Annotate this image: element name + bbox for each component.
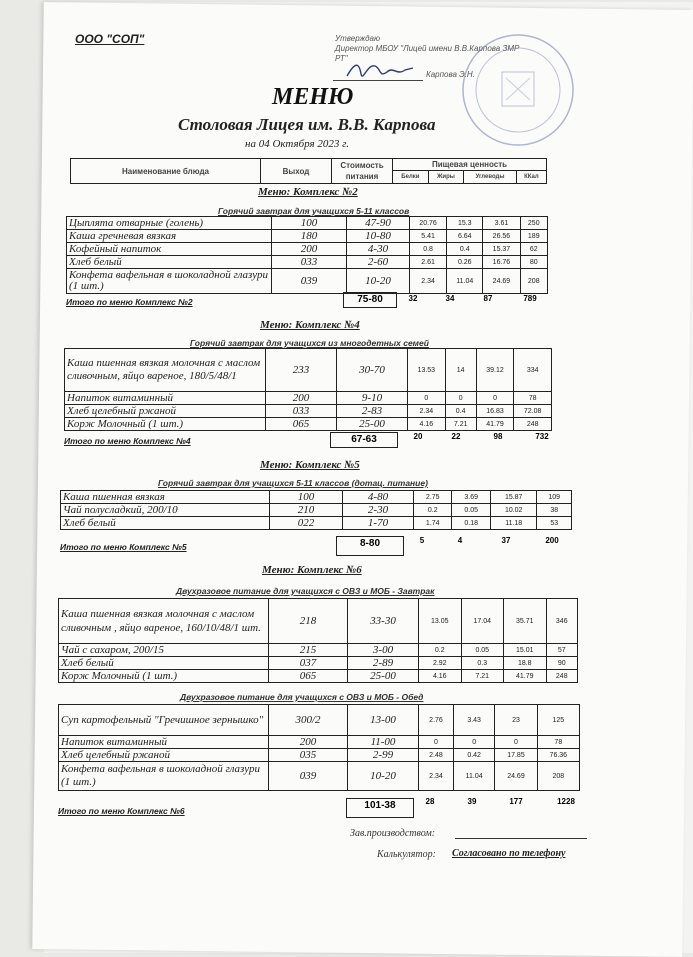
total-cost-k4: 67-63 bbox=[330, 432, 398, 448]
dish-protein: 2.75 bbox=[414, 491, 452, 504]
dish-name: Хлеб целебный ржаной bbox=[65, 405, 266, 418]
dish-carb: 23 bbox=[495, 705, 537, 736]
dish-name: Каша пшенная вязкая молочная с маслом сливочным , яйцо вареное, 160/10/48/1 шт. bbox=[59, 599, 269, 644]
table-row bbox=[61, 517, 572, 530]
section-title-k5: Меню: Комплекс №5 bbox=[260, 459, 360, 471]
dish-kcal: 334 bbox=[514, 349, 552, 392]
dish-cost: 30-70 bbox=[337, 349, 408, 392]
dish-protein: 0.2 bbox=[419, 644, 462, 657]
dish-fat: 0 bbox=[453, 736, 494, 749]
approval-line: РТ" bbox=[335, 54, 348, 63]
table-row bbox=[67, 230, 548, 243]
total-kcal-k4: 732 bbox=[535, 432, 549, 441]
dish-protein: 2.34 bbox=[410, 269, 447, 294]
col-cost-header: Стоимость питания bbox=[332, 159, 393, 184]
dish-kcal: 53 bbox=[537, 517, 572, 530]
table-row bbox=[61, 491, 572, 504]
dish-carb: 26.56 bbox=[483, 230, 520, 243]
dish-cost: 25-00 bbox=[348, 670, 419, 683]
dish-fat: 6.64 bbox=[447, 230, 483, 243]
dish-cost: 11-00 bbox=[348, 736, 419, 749]
dish-protein: 20.76 bbox=[410, 217, 447, 230]
dish-kcal: 57 bbox=[546, 644, 578, 657]
dish-kcal: 109 bbox=[537, 491, 572, 504]
menu-table-k5 bbox=[60, 490, 572, 530]
table-row bbox=[59, 644, 578, 657]
approval-line: Директор МБОУ "Лицей имени В.В.Карпова ЗМР bbox=[335, 44, 520, 53]
dish-cost: 13-00 bbox=[348, 705, 419, 736]
total-protein-k4: 20 bbox=[413, 432, 423, 441]
dish-carb: 17.85 bbox=[495, 749, 537, 762]
dish-out: 039 bbox=[272, 269, 347, 294]
total-protein-k2: 32 bbox=[408, 294, 418, 303]
dish-kcal: 80 bbox=[520, 256, 548, 269]
dish-cost: 4-80 bbox=[343, 491, 414, 504]
dish-name: Конфета вафельная в шоколадной глазури (1 шт.) bbox=[67, 269, 272, 294]
dish-protein: 0.2 bbox=[414, 504, 452, 517]
dish-out: 200 bbox=[266, 392, 337, 405]
table-row bbox=[59, 749, 580, 762]
table-row bbox=[59, 705, 580, 736]
dish-carb: 24.69 bbox=[495, 762, 537, 791]
col-fat-header: Жиры bbox=[428, 171, 463, 184]
dish-kcal: 90 bbox=[546, 657, 578, 670]
dish-name: Каша гречневая вязкая bbox=[67, 230, 272, 243]
column-header-table bbox=[70, 158, 547, 184]
total-fat-k6: 39 bbox=[467, 797, 477, 806]
col-protein-header: Белки bbox=[393, 171, 429, 184]
dish-protein: 4.16 bbox=[419, 670, 462, 683]
table-row bbox=[61, 504, 572, 517]
dish-protein: 2.76 bbox=[419, 705, 454, 736]
table-row bbox=[67, 217, 548, 230]
dish-carb: 39.12 bbox=[476, 349, 514, 392]
dish-out: 300/2 bbox=[269, 705, 348, 736]
dish-fat: 3.43 bbox=[453, 705, 494, 736]
dish-out: 200 bbox=[269, 736, 348, 749]
total-cost-k5: 8-80 bbox=[336, 536, 404, 556]
dish-kcal: 62 bbox=[520, 243, 548, 256]
dish-name: Чай полусладкий, 200/10 bbox=[61, 504, 270, 517]
dish-fat: 0.4 bbox=[445, 405, 476, 418]
col-out-header: Выход bbox=[261, 159, 332, 184]
total-carb-k6: 177 bbox=[509, 797, 523, 806]
dish-fat: 0.4 bbox=[447, 243, 483, 256]
total-carb-k4: 98 bbox=[493, 432, 503, 441]
section-subtitle-k6-breakfast: Двухразовое питание для учащихся с ОВЗ и МОБ - Завтрак bbox=[176, 586, 435, 596]
total-label-k4: Итого по меню Комплекс №4 bbox=[64, 436, 191, 446]
dish-name: Кофейный напиток bbox=[67, 243, 272, 256]
total-cost-k2: 75-80 bbox=[343, 292, 397, 308]
dish-kcal: 76.36 bbox=[537, 749, 579, 762]
dish-fat: 0.05 bbox=[452, 504, 490, 517]
dish-carb: 41.79 bbox=[504, 670, 547, 683]
dish-fat: 11.04 bbox=[453, 762, 494, 791]
table-row bbox=[67, 256, 548, 269]
dish-protein: 2.34 bbox=[419, 762, 454, 791]
table-row bbox=[65, 405, 552, 418]
col-carb-header: Углеводы bbox=[464, 171, 517, 184]
dish-protein: 2.61 bbox=[410, 256, 447, 269]
dish-cost: 10-80 bbox=[347, 230, 410, 243]
dish-cost: 10-20 bbox=[347, 269, 410, 294]
dish-protein: 4.16 bbox=[408, 418, 446, 431]
dish-out: 180 bbox=[272, 230, 347, 243]
dish-kcal: 72.08 bbox=[514, 405, 552, 418]
dish-protein: 5.41 bbox=[410, 230, 447, 243]
dish-fat: 0.18 bbox=[452, 517, 490, 530]
dish-fat: 0 bbox=[445, 392, 476, 405]
dish-name: Хлеб целебный ржаной bbox=[59, 749, 269, 762]
dish-carb: 16.76 bbox=[483, 256, 520, 269]
dish-cost: 3-00 bbox=[348, 644, 419, 657]
total-fat-k5: 4 bbox=[457, 536, 463, 545]
dish-out: 215 bbox=[269, 644, 348, 657]
menu-table-k4 bbox=[64, 348, 552, 431]
dish-cost: 47-90 bbox=[347, 217, 410, 230]
dish-name: Корж Молочный (1 шт.) bbox=[59, 670, 269, 683]
production-manager-label: Зав.производством: bbox=[350, 828, 436, 839]
signer-name: Карпова Э.Н. bbox=[426, 70, 475, 79]
section-subtitle-k2: Горячий завтрак для учащихся 5-11 классов bbox=[218, 206, 410, 216]
dish-fat: 0.42 bbox=[453, 749, 494, 762]
dish-name: Хлеб белый bbox=[59, 657, 269, 670]
dish-name: Напиток витаминный bbox=[59, 736, 269, 749]
dish-out: 100 bbox=[270, 491, 343, 504]
menu-table-k6-lunch bbox=[58, 704, 580, 791]
dish-protein: 1.74 bbox=[414, 517, 452, 530]
dish-cost: 2-83 bbox=[337, 405, 408, 418]
total-label-k5: Итого по меню Комплекс №5 bbox=[60, 542, 187, 552]
dish-carb: 41.79 bbox=[476, 418, 514, 431]
dish-fat: 14 bbox=[445, 349, 476, 392]
table-row bbox=[65, 392, 552, 405]
dish-carb: 3.61 bbox=[483, 217, 520, 230]
dish-cost: 25-00 bbox=[337, 418, 408, 431]
dish-out: 100 bbox=[272, 217, 347, 230]
col-nutrition-header: Пищевая ценность bbox=[393, 159, 547, 171]
menu-date: на 04 Октября 2023 г. bbox=[245, 138, 349, 150]
total-fat-k2: 34 bbox=[445, 294, 455, 303]
approval-line: Утверждаю bbox=[335, 34, 380, 43]
total-label-k6: Итого по меню Комплекс №6 bbox=[58, 806, 185, 816]
table-row bbox=[65, 349, 552, 392]
dish-cost: 33-30 bbox=[348, 599, 419, 644]
dish-name: Хлеб белый bbox=[61, 517, 270, 530]
table-row bbox=[67, 269, 548, 294]
dish-fat: 0.3 bbox=[461, 657, 504, 670]
official-stamp bbox=[458, 30, 578, 150]
section-title-k2: Меню: Комплекс №2 bbox=[258, 186, 358, 198]
dish-out: 039 bbox=[269, 762, 348, 791]
agreed-note: Согласовано по телефону bbox=[452, 848, 566, 859]
dish-fat: 3.69 bbox=[452, 491, 490, 504]
dish-protein: 0 bbox=[419, 736, 454, 749]
total-kcal-k5: 200 bbox=[545, 536, 559, 545]
dish-out: 218 bbox=[269, 599, 348, 644]
dish-protein: 2.92 bbox=[419, 657, 462, 670]
table-row bbox=[59, 762, 580, 791]
dish-cost: 2-99 bbox=[348, 749, 419, 762]
dish-kcal: 78 bbox=[514, 392, 552, 405]
dish-kcal: 346 bbox=[546, 599, 578, 644]
dish-carb: 11.18 bbox=[490, 517, 537, 530]
dish-fat: 11.04 bbox=[447, 269, 483, 294]
dish-kcal: 189 bbox=[520, 230, 548, 243]
organization-name: ООО "СОП" bbox=[75, 32, 145, 46]
dish-kcal: 250 bbox=[520, 217, 548, 230]
section-title-k6: Меню: Комплекс №6 bbox=[262, 564, 362, 576]
table-row bbox=[59, 670, 578, 683]
dish-protein: 2.34 bbox=[408, 405, 446, 418]
dish-name: Суп картофельный "Гречишное зернышко" bbox=[59, 705, 269, 736]
section-subtitle-k6-lunch: Двухразовое питание для учащихся с ОВЗ и МОБ - Обед bbox=[180, 692, 424, 702]
dish-carb: 16.83 bbox=[476, 405, 514, 418]
dish-kcal: 125 bbox=[537, 705, 579, 736]
dish-kcal: 38 bbox=[537, 504, 572, 517]
section-subtitle-k4: Горячий завтрак для учащихся из многодетных семей bbox=[190, 338, 429, 348]
dish-out: 065 bbox=[266, 418, 337, 431]
dish-out: 035 bbox=[269, 749, 348, 762]
calculator-label: Калькулятор: bbox=[377, 849, 436, 860]
production-manager-line bbox=[455, 838, 587, 839]
dish-carb: 35.71 bbox=[504, 599, 547, 644]
dish-out: 210 bbox=[270, 504, 343, 517]
menu-table-k6-breakfast bbox=[58, 598, 578, 683]
total-protein-k5: 5 bbox=[419, 536, 425, 545]
dish-protein: 13.53 bbox=[408, 349, 446, 392]
section-subtitle-k5: Горячий завтрак для учащихся 5-11 классов (дотац. питание) bbox=[158, 478, 428, 488]
signature-scribble bbox=[345, 58, 415, 82]
dish-name: Каша пшенная вязкая bbox=[61, 491, 270, 504]
dish-carb: 15.87 bbox=[490, 491, 537, 504]
dish-name: Каша пшенная вязкая молочная с маслом сливочным, яйцо вареное, 180/5/48/1 bbox=[65, 349, 266, 392]
dish-fat: 0.05 bbox=[461, 644, 504, 657]
total-kcal-k2: 789 bbox=[523, 294, 537, 303]
section-title-k4: Меню: Комплекс №4 bbox=[260, 319, 360, 331]
dish-kcal: 78 bbox=[537, 736, 579, 749]
dish-name: Цыплята отварные (голень) bbox=[67, 217, 272, 230]
dish-out: 033 bbox=[272, 256, 347, 269]
dish-cost: 1-70 bbox=[343, 517, 414, 530]
dish-kcal: 208 bbox=[537, 762, 579, 791]
total-protein-k6: 28 bbox=[425, 797, 435, 806]
table-row bbox=[59, 736, 580, 749]
dish-protein: 0 bbox=[408, 392, 446, 405]
dish-fat: 17.04 bbox=[461, 599, 504, 644]
dish-name: Напиток витаминный bbox=[65, 392, 266, 405]
dish-out: 037 bbox=[269, 657, 348, 670]
dish-out: 022 bbox=[270, 517, 343, 530]
dish-cost: 2-30 bbox=[343, 504, 414, 517]
dish-carb: 0 bbox=[476, 392, 514, 405]
dish-cost: 9-10 bbox=[337, 392, 408, 405]
total-label-k2: Итого по меню Комплекс №2 bbox=[66, 297, 193, 307]
dish-carb: 18.8 bbox=[504, 657, 547, 670]
canteen-name: Столовая Лицея им. В.В. Карпова bbox=[178, 115, 436, 134]
dish-name: Хлеб белый bbox=[67, 256, 272, 269]
dish-cost: 10-20 bbox=[348, 762, 419, 791]
menu-table-k2 bbox=[66, 216, 548, 294]
col-name-header: Наименование блюда bbox=[71, 159, 261, 184]
dish-fat: 7.21 bbox=[461, 670, 504, 683]
dish-cost: 2-60 bbox=[347, 256, 410, 269]
total-carb-k2: 87 bbox=[483, 294, 493, 303]
dish-carb: 24.69 bbox=[483, 269, 520, 294]
dish-protein: 0.8 bbox=[410, 243, 447, 256]
dish-kcal: 208 bbox=[520, 269, 548, 294]
total-cost-k6: 101-38 bbox=[346, 798, 414, 818]
dish-cost: 4-30 bbox=[347, 243, 410, 256]
total-fat-k4: 22 bbox=[451, 432, 461, 441]
dish-carb: 0 bbox=[495, 736, 537, 749]
dish-out: 200 bbox=[272, 243, 347, 256]
dish-carb: 10.02 bbox=[490, 504, 537, 517]
table-row bbox=[59, 599, 578, 644]
dish-fat: 7.21 bbox=[445, 418, 476, 431]
dish-kcal: 248 bbox=[546, 670, 578, 683]
total-kcal-k6: 1228 bbox=[557, 797, 575, 806]
dish-name: Конфета вафельная в шоколадной глазури (1 шт.) bbox=[59, 762, 269, 791]
dish-fat: 15.3 bbox=[447, 217, 483, 230]
dish-cost: 2-89 bbox=[348, 657, 419, 670]
table-row bbox=[67, 243, 548, 256]
dish-name: Корж Молочный (1 шт.) bbox=[65, 418, 266, 431]
dish-carb: 15.01 bbox=[504, 644, 547, 657]
table-row bbox=[59, 657, 578, 670]
page-title: МЕНЮ bbox=[272, 84, 354, 110]
dish-name: Чай с сахаром, 200/15 bbox=[59, 644, 269, 657]
dish-out: 065 bbox=[269, 670, 348, 683]
col-kcal-header: ККал bbox=[516, 171, 546, 184]
dish-carb: 15.37 bbox=[483, 243, 520, 256]
dish-protein: 13.05 bbox=[419, 599, 462, 644]
dish-fat: 0.26 bbox=[447, 256, 483, 269]
dish-out: 033 bbox=[266, 405, 337, 418]
dish-kcal: 248 bbox=[514, 418, 552, 431]
total-carb-k5: 37 bbox=[501, 536, 511, 545]
dish-protein: 2.48 bbox=[419, 749, 454, 762]
dish-out: 233 bbox=[266, 349, 337, 392]
table-row bbox=[65, 418, 552, 431]
